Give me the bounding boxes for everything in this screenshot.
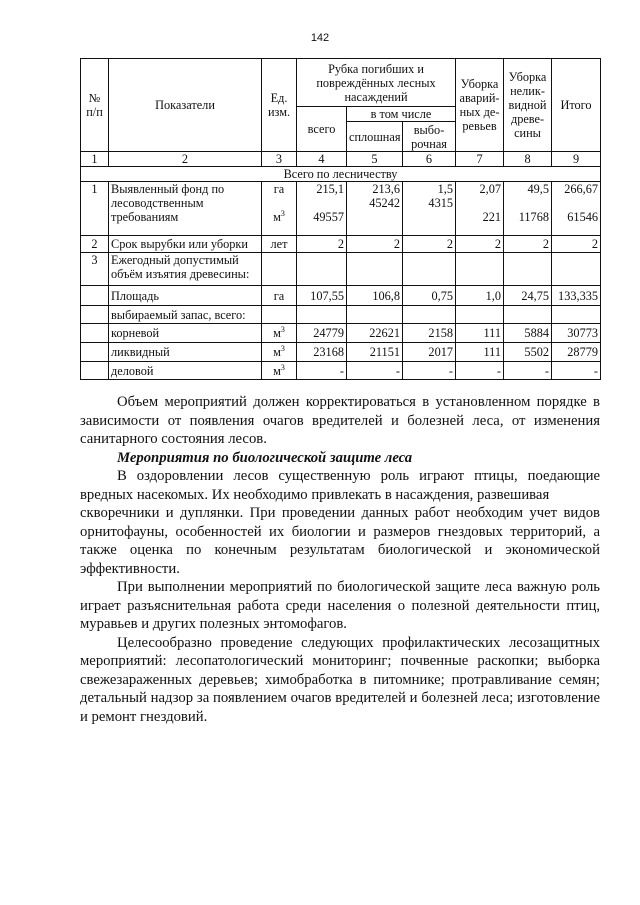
header-illiquid xyxy=(504,59,552,152)
table-row xyxy=(81,306,601,324)
header-sum: Итого xyxy=(552,59,601,152)
header-emergency-l2: аварий- xyxy=(459,91,500,105)
cell-value: - xyxy=(403,362,456,380)
cell-value: 61546 xyxy=(567,210,599,224)
cell-value: 266,67 xyxy=(564,182,599,196)
cell-value: 22621 xyxy=(347,324,403,343)
cell-value: 0,75 xyxy=(403,286,456,306)
paragraph: Объем мероприятий должен корректироваться в установленном порядке в зависимости от появления очагов вредителей и болезней леса, от изменения санитарного состояния лесов. xyxy=(80,394,600,447)
cell-value: 1,5 xyxy=(437,182,454,196)
cell-selective xyxy=(403,182,456,236)
page-number: 142 xyxy=(310,32,330,44)
col-number: 9 xyxy=(552,152,601,167)
col-number: 6 xyxy=(403,152,456,167)
row-label-line: объём изъятия древесины: xyxy=(111,267,250,281)
cell-value: 2 xyxy=(403,236,456,253)
row-unit: $м^3$ xyxy=(262,362,297,380)
cell-value: 2 xyxy=(552,236,601,253)
cell-value: 45242 xyxy=(369,196,400,210)
cell-value: 215,1 xyxy=(316,182,344,196)
cell-value: - xyxy=(456,362,504,380)
row-label: ликвидный xyxy=(109,343,262,362)
table-row xyxy=(81,286,601,306)
section-row xyxy=(81,167,601,182)
row-label-line: Ежегодный допустимый xyxy=(111,253,239,267)
row-unit: га xyxy=(262,286,297,306)
cell-value: 2017 xyxy=(403,343,456,362)
header-selective-l2: рочная xyxy=(411,136,447,151)
cell-value: 24,75 xyxy=(504,286,552,306)
unit-m3: $м^3$ xyxy=(273,208,285,224)
row-label-line: лесоводственным xyxy=(111,196,204,210)
table-row xyxy=(81,343,601,362)
felling-table xyxy=(80,58,601,380)
cell-value: - xyxy=(347,362,403,380)
section-title: Всего по лесничеству xyxy=(81,167,601,182)
cell-value: 49557 xyxy=(313,210,344,224)
header-unit-line2: изм. xyxy=(267,105,291,119)
row-unit: $м^3$ xyxy=(262,324,297,343)
cell-value: 2 xyxy=(347,236,403,253)
row-label: корневой xyxy=(109,324,262,343)
body-text xyxy=(80,393,600,726)
cell-value: 2,07 xyxy=(479,182,502,196)
header-illiquid-l4: древе- xyxy=(510,112,545,126)
cell-total xyxy=(297,182,347,236)
cell-value: 30773 xyxy=(552,324,601,343)
paragraph: При выполнении мероприятий по биологической защите леса важную роль играет разъяснительная работа среди населения о полезной деятельности птиц, муравьев и других полезных энтомофагов. xyxy=(80,579,600,632)
cell-value: - xyxy=(552,362,601,380)
header-emergency-l3: ных де- xyxy=(459,105,500,119)
table-row xyxy=(81,236,601,253)
cell-value: 5884 xyxy=(504,324,552,343)
row-label-line: Выявленный фонд по xyxy=(111,182,225,196)
col-number: 8 xyxy=(504,152,552,167)
cell-value: 111 xyxy=(456,324,504,343)
header-num-line1: № xyxy=(88,91,101,105)
cell-emergency xyxy=(456,182,504,236)
cell-value: - xyxy=(297,362,347,380)
col-number: 5 xyxy=(347,152,403,167)
col-number: 3 xyxy=(262,152,297,167)
cell-solid xyxy=(347,182,403,236)
cell-value: 106,8 xyxy=(347,286,403,306)
header-emergency-l1: Уборка xyxy=(460,77,499,91)
header-emergency xyxy=(456,59,504,152)
row-label: деловой xyxy=(109,362,262,380)
header-illiquid-l2: нелик- xyxy=(510,84,545,98)
col-number: 2 xyxy=(109,152,262,167)
cell-value: 11768 xyxy=(518,210,550,224)
header-unit-line1: Ед. xyxy=(270,91,288,105)
header-row-1 xyxy=(81,59,601,107)
row-unit xyxy=(262,182,297,236)
cell-value: 213,6 xyxy=(372,182,400,196)
header-total: всего xyxy=(297,107,347,152)
cell-value: 24779 xyxy=(297,324,347,343)
header-emergency-l4: ревьев xyxy=(462,119,497,133)
cell-value: 5502 xyxy=(504,343,552,362)
row-label xyxy=(109,182,262,236)
header-selective xyxy=(403,122,456,152)
section-heading: Мероприятия по биологической защите леса xyxy=(117,449,413,466)
cell-value: 2 xyxy=(456,236,504,253)
row-num: 3 xyxy=(81,253,109,286)
cell-illiquid xyxy=(504,182,552,236)
cell-value: 2 xyxy=(504,236,552,253)
cell-value: 21151 xyxy=(347,343,403,362)
cell-value: 28779 xyxy=(552,343,601,362)
header-illiquid-l3: видной xyxy=(508,98,547,112)
unit-ha: га xyxy=(273,182,285,196)
row-num: 1 xyxy=(81,182,109,236)
header-indicators: Показатели xyxy=(109,59,262,152)
header-solid: сплошная xyxy=(347,122,403,152)
row-unit: лет xyxy=(262,236,297,253)
paragraph: скворечники и дуплянки. При проведении данных работ необходим учет видов орнитофауны, особенностей их биологии и размеров гнездовых территорий, а также оценка по конечным результатам биологической и экономической эффективности. xyxy=(80,505,600,577)
row-label-line: требованиям xyxy=(111,210,179,224)
cell-value: 49,5 xyxy=(527,182,550,196)
cell-value: 2158 xyxy=(403,324,456,343)
row-num: 2 xyxy=(81,236,109,253)
header-selective-l1: выбо- xyxy=(413,122,445,137)
cell-value: 1,0 xyxy=(456,286,504,306)
table-row xyxy=(81,253,601,286)
cell-value: 2 xyxy=(297,236,347,253)
col-number: 1 xyxy=(81,152,109,167)
cell-value: 111 xyxy=(456,343,504,362)
header-unit xyxy=(262,59,297,152)
cell-value: 221 xyxy=(482,210,502,224)
cell-value: 107,55 xyxy=(297,286,347,306)
row-label: Срок вырубки или уборки xyxy=(109,236,262,253)
header-illiquid-l5: сины xyxy=(514,126,541,140)
column-number-row xyxy=(81,152,601,167)
table-row xyxy=(81,182,601,236)
row-label: Площадь xyxy=(109,286,262,306)
cell-value: - xyxy=(504,362,552,380)
table-row xyxy=(81,362,601,380)
paragraph: Целесообразно проведение следующих профилактических лесозащитных мероприятий: лесопатологический мониторинг; почвенные раскопки; выборка свежезараженных деревьев; химобработка в питомнике; протравливание семян; детальный надзор за появлением очагов вредителей и болезней леса; изготовление и ремонт гнездовий. xyxy=(80,634,600,725)
cell-value: 23168 xyxy=(297,343,347,362)
cell-sum xyxy=(552,182,601,236)
row-label: выбираемый запас, всего: xyxy=(109,306,262,324)
header-in-that-number: в том числе xyxy=(347,107,456,122)
header-num-line2: п/п xyxy=(86,105,103,119)
header-illiquid-l1: Уборка xyxy=(508,70,547,84)
cell-value: 133,335 xyxy=(552,286,601,306)
row-label xyxy=(109,253,262,286)
col-number: 4 xyxy=(297,152,347,167)
row-unit: $м^3$ xyxy=(262,343,297,362)
table-row xyxy=(81,324,601,343)
cell-value: 4315 xyxy=(428,196,454,210)
header-felling-group: Рубка погибших и повреждённых лесных насаждений xyxy=(297,59,456,107)
header-num xyxy=(81,59,109,152)
paragraph: В оздоровлении лесов существенную роль играют птицы, поедающие вредных насекомых. Их необходимо привлекать в насаждения, развешивая xyxy=(80,468,600,503)
col-number: 7 xyxy=(456,152,504,167)
